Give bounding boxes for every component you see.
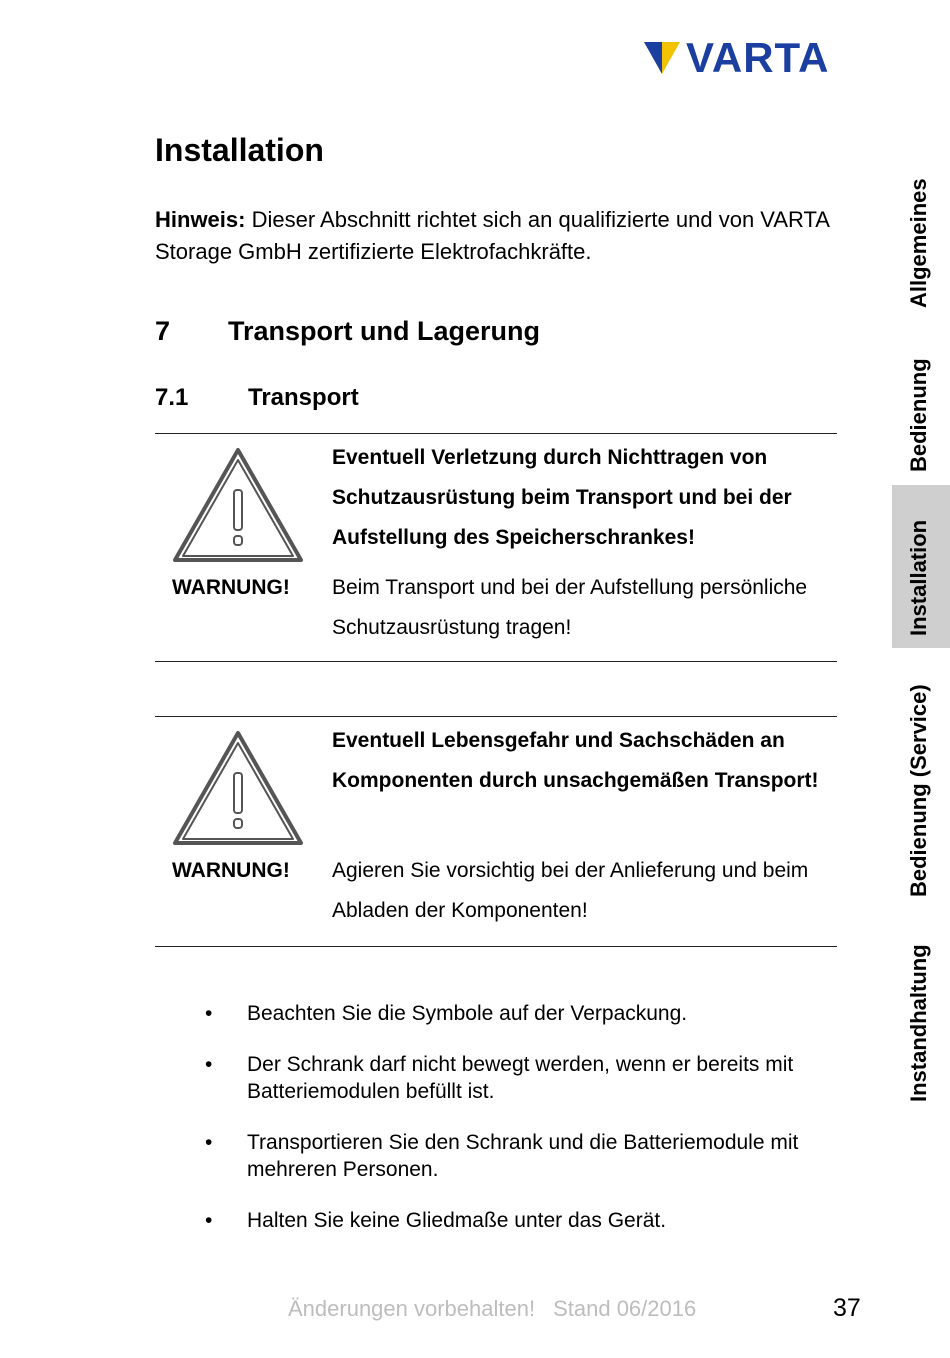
note-paragraph xyxy=(155,204,835,268)
note-label: Hinweis: xyxy=(155,207,246,232)
note-text: Dieser Abschnitt richtet sich an qualifizierte und von VARTA Storage GmbH zertifizierte Elektrofachkräfte. xyxy=(155,207,829,264)
warning-label: WARNUNG! xyxy=(172,576,290,599)
footer-note xyxy=(288,1296,696,1322)
list-item-text: Beachten Sie die Symbole auf der Verpackung. xyxy=(247,1002,688,1025)
list-item xyxy=(155,1129,835,1183)
warning-box xyxy=(155,716,837,947)
instruction-list xyxy=(155,1000,835,1258)
tab-installation[interactable]: Installation xyxy=(906,519,931,636)
section-number: 7 xyxy=(155,316,171,346)
varta-logo xyxy=(642,34,852,81)
section-title: Transport und Lagerung xyxy=(228,316,541,346)
warning-label: WARNUNG! xyxy=(172,859,290,882)
warning-triangle-icon xyxy=(171,729,305,847)
tab-bedienung[interactable]: Bedienung xyxy=(906,358,931,472)
list-item-text: Transportieren Sie den Schrank und die Batteriemodule mit mehreren Personen. xyxy=(247,1131,799,1181)
bullet-icon: • xyxy=(205,1131,213,1154)
page-number: 37 xyxy=(833,1294,861,1322)
list-item xyxy=(155,1000,835,1027)
bullet-icon: • xyxy=(205,1053,213,1076)
warning-body: Agieren Sie vorsichtig bei der Anlieferung und beim Abladen der Komponenten! xyxy=(332,859,809,922)
subsection-number: 7.1 xyxy=(155,384,189,411)
list-item xyxy=(155,1051,835,1105)
bullet-icon: • xyxy=(205,1002,213,1025)
tab-instandhaltung[interactable]: Instandhaltung xyxy=(906,944,931,1102)
list-item-text: Der Schrank darf nicht bewegt werden, wenn er bereits mit Batteriemodulen befüllt ist. xyxy=(247,1053,794,1103)
subsection-title: Transport xyxy=(248,384,359,411)
warning-triangle-icon xyxy=(171,446,305,564)
bullet-icon: • xyxy=(205,1209,213,1232)
page-title: Installation xyxy=(155,132,324,168)
warning-heading: Eventuell Lebensgefahr und Sachschäden an Komponenten durch unsachgemäßen Transport! xyxy=(332,729,819,792)
footer-stand: Stand 06/2016 xyxy=(553,1296,697,1321)
footer-notice: Änderungen vorbehalten! xyxy=(288,1296,536,1321)
list-item-text: Halten Sie keine Gliedmaße unter das Gerät. xyxy=(247,1209,667,1232)
warning-heading: Eventuell Verletzung durch Nichttragen von Schutzausrüstung beim Transport und bei der Aufstellung des Speicherschrankes! xyxy=(332,446,792,549)
warning-body: Beim Transport und bei der Aufstellung persönliche Schutzausrüstung tragen! xyxy=(332,576,808,639)
warning-box xyxy=(155,433,837,662)
tab-bedienung-service[interactable]: Bedienung (Service) xyxy=(906,684,931,897)
brand-name: VARTA xyxy=(686,34,830,81)
varta-shield-icon xyxy=(642,40,682,76)
list-item xyxy=(155,1207,835,1234)
tab-allgemeines[interactable]: Allgemeines xyxy=(906,178,931,308)
